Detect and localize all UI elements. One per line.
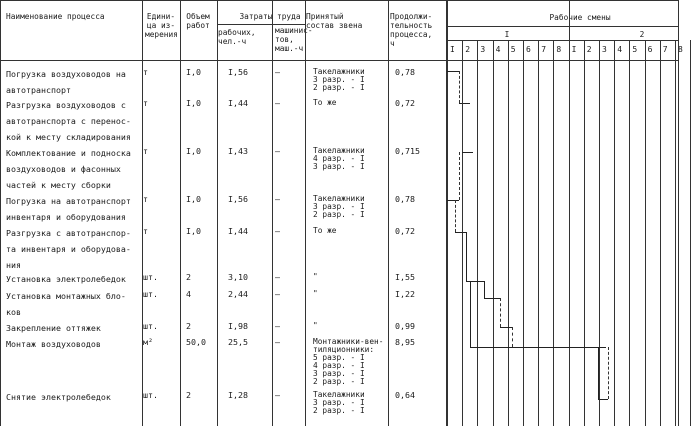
work-bar: [447, 200, 459, 201]
hour-label: 2: [465, 45, 471, 54]
machines-cell: –: [275, 272, 280, 282]
hour-line: [447, 0, 448, 426]
duration-cell: 0,78: [395, 67, 415, 77]
labor-divider: [217, 24, 305, 25]
volume-cell: 2: [186, 272, 191, 282]
bar-link: [484, 281, 485, 298]
hour-label: 6: [647, 45, 653, 54]
crew-cell: Такелажники 3 разр. - I 2 разр. - I: [313, 194, 365, 219]
volume-cell: I,0: [186, 67, 201, 77]
header-shifts: Рабочие смены: [549, 13, 611, 22]
workers-cell: 3,10: [228, 272, 248, 282]
bar-link: [598, 347, 599, 399]
machines-cell: –: [275, 337, 280, 347]
work-bar: [459, 103, 470, 104]
duration-cell: I,22: [395, 289, 415, 299]
column-line: [142, 0, 143, 426]
duration-cell: 0,99: [395, 321, 415, 331]
machines-cell: –: [275, 289, 280, 299]
machines-cell: –: [275, 67, 280, 77]
work-bar: [462, 152, 473, 153]
process-name-line: Погрузка воздуховодов на: [6, 69, 126, 79]
hour-line: [675, 40, 676, 426]
duration-cell: I,55: [395, 272, 415, 282]
hour-label: 8: [556, 45, 562, 54]
hour-line: [523, 40, 524, 426]
bar-link: [466, 232, 467, 281]
process-name-line: инвентаря и оборудования: [6, 212, 126, 222]
crew-cell: ": [313, 321, 318, 330]
unit-cell: шт.: [143, 272, 158, 282]
hour-label: 4: [495, 45, 501, 54]
hour-label: 5: [510, 45, 516, 54]
hour-line: [629, 40, 630, 426]
crew-cell: ": [313, 272, 318, 281]
hour-label: I: [450, 45, 455, 54]
workers-cell: I,44: [228, 226, 248, 236]
header-bottom-line: [0, 60, 679, 61]
workers-cell: I,44: [228, 98, 248, 108]
process-name-line: воздуховодов и фасонных: [6, 164, 121, 174]
duration-cell: 0,72: [395, 226, 415, 236]
work-bar: [500, 327, 512, 328]
duration-cell: 0,64: [395, 390, 415, 400]
workers-cell: 25,5: [228, 337, 248, 347]
machines-cell: –: [275, 146, 280, 156]
bar-link: [608, 347, 609, 399]
process-name: [6, 336, 101, 352]
shift-group-1: I: [504, 30, 510, 39]
duration-cell: 0,715: [395, 146, 420, 156]
header-unit: Едини- ца из- мерения: [145, 12, 178, 39]
column-line: [388, 0, 389, 426]
hour-line: [645, 40, 646, 426]
hour-label: 5: [632, 45, 638, 54]
process-name-line: Снятие электролебедок: [6, 392, 111, 402]
workers-cell: I,43: [228, 146, 248, 156]
process-name-line: частей к месту сборки: [6, 180, 111, 190]
crew-cell: Такелажники 4 разр. - I 3 разр. - I: [313, 146, 365, 171]
bar-link: [500, 298, 501, 327]
hour-label: 7: [662, 45, 668, 54]
hour-line: [584, 40, 585, 426]
volume-cell: I,0: [186, 146, 201, 156]
header-volume: Объем работ: [186, 12, 210, 30]
header-top-line: [0, 0, 679, 1]
hour-line: [508, 40, 509, 426]
work-bar: [484, 298, 500, 299]
process-name-line: та инвентаря и оборудова-: [6, 244, 131, 254]
volume-cell: 2: [186, 390, 191, 400]
workers-cell: I,56: [228, 194, 248, 204]
table-edge: [678, 0, 679, 426]
hour-label: 2: [586, 45, 592, 54]
volume-cell: I,0: [186, 98, 201, 108]
duration-cell: 0,72: [395, 98, 415, 108]
process-name-line: Монтаж воздуховодов: [6, 339, 101, 349]
process-name: [6, 66, 126, 98]
process-name: [6, 97, 131, 145]
bar-link: [459, 71, 460, 103]
column-line: [0, 0, 1, 426]
process-name: [6, 225, 131, 273]
crew-cell: Такелажники 3 разр. - I 2 разр. - I: [313, 67, 365, 92]
crew-cell: ": [313, 289, 318, 298]
shift-group-2: 2: [639, 30, 645, 39]
unit-cell: шт.: [143, 390, 158, 400]
hour-label: 7: [541, 45, 547, 54]
hour-line: [538, 40, 539, 426]
crew-cell: Такелажники 3 разр. - I 2 разр. - I: [313, 390, 365, 415]
hour-label: I: [571, 45, 577, 54]
hour-label: 3: [480, 45, 486, 54]
volume-cell: I,0: [186, 194, 201, 204]
work-bar: [598, 399, 608, 400]
volume-cell: I,0: [186, 226, 201, 236]
work-bar: [455, 232, 466, 233]
work-bar: [447, 71, 459, 72]
machines-cell: –: [275, 390, 280, 400]
process-name-line: Установка монтажных бло-: [6, 291, 126, 301]
hour-line: [569, 0, 570, 426]
column-line: [217, 0, 218, 426]
header-workers: рабочих, чел.-ч: [218, 28, 256, 46]
process-name-line: ков: [6, 307, 21, 317]
duration-cell: 8,95: [395, 337, 415, 347]
header-process: Наименование процесса: [6, 12, 105, 21]
hour-line: [477, 40, 478, 426]
hour-divider: [446, 40, 679, 41]
hour-line: [493, 40, 494, 426]
workers-cell: 2,44: [228, 289, 248, 299]
crew-cell: То же: [313, 98, 337, 107]
hour-label: 4: [617, 45, 623, 54]
process-name-line: Разгрузка с автотранспор-: [6, 228, 131, 238]
header-labor: Затраты труда: [239, 12, 301, 21]
bar-link: [470, 281, 471, 347]
hour-line: [599, 40, 600, 426]
bar-link: [462, 103, 463, 152]
machines-cell: –: [275, 194, 280, 204]
process-name-line: Комплектование и подноска: [6, 148, 131, 158]
unit-cell: т: [143, 67, 148, 77]
header-duration: Продолжи- тельность процесса, ч: [390, 12, 433, 48]
process-name: [6, 288, 126, 320]
bar-link: [455, 200, 456, 232]
machines-cell: –: [275, 321, 280, 331]
work-bar: [470, 347, 606, 348]
process-name: [6, 193, 131, 225]
process-name-line: Закрепление оттяжек: [6, 323, 101, 333]
process-name-line: автотранспорт: [6, 85, 71, 95]
header-crew: Принятый состав звена: [306, 12, 363, 30]
volume-cell: 2: [186, 321, 191, 331]
labor-split: [272, 24, 273, 426]
unit-cell: м²: [143, 337, 153, 347]
process-name-line: Погрузка на автотранспорт: [6, 196, 131, 206]
process-name-line: автотранспорта с перенос-: [6, 116, 131, 126]
machines-cell: –: [275, 98, 280, 108]
machines-cell: –: [275, 226, 280, 236]
workers-cell: I,98: [228, 321, 248, 331]
hour-line: [462, 40, 463, 426]
hour-label: 6: [526, 45, 531, 54]
unit-cell: т: [143, 194, 148, 204]
column-line: [305, 0, 306, 426]
shift-divider: [446, 26, 679, 27]
unit-cell: шт.: [143, 321, 158, 331]
header-machines: машинис- тов, маш.-ч.: [275, 26, 313, 53]
bar-link: [459, 152, 460, 200]
unit-cell: т: [143, 98, 148, 108]
workers-cell: I,28: [228, 390, 248, 400]
unit-cell: т: [143, 226, 148, 236]
hour-line: [660, 40, 661, 426]
unit-cell: т: [143, 146, 148, 156]
hour-label: 8: [678, 45, 683, 54]
process-name-line: кой к месту складирования: [6, 132, 131, 142]
volume-cell: 50,0: [186, 337, 206, 347]
unit-cell: шт.: [143, 289, 158, 299]
process-name: [6, 320, 101, 336]
crew-cell: Монтажники-вен- тиляционники: 5 разр. - I 4 разр. - I 3 разр. - I 2 разр. - I: [313, 337, 384, 386]
process-name-line: Разгрузка воздуховодов с: [6, 100, 126, 110]
process-name: [6, 389, 111, 405]
process-name: [6, 145, 131, 193]
process-name-line: ния: [6, 260, 21, 270]
hour-line: [614, 40, 615, 426]
workers-cell: I,56: [228, 67, 248, 77]
volume-cell: 4: [186, 289, 191, 299]
process-name: [6, 271, 126, 287]
crew-cell: То же: [313, 226, 337, 235]
bar-link: [512, 327, 513, 347]
hour-line: [553, 40, 554, 426]
work-bar: [466, 281, 484, 282]
duration-cell: 0,78: [395, 194, 415, 204]
hour-label: 3: [602, 45, 607, 54]
column-line: [180, 0, 181, 426]
process-name-line: Установка электролебедок: [6, 274, 126, 284]
